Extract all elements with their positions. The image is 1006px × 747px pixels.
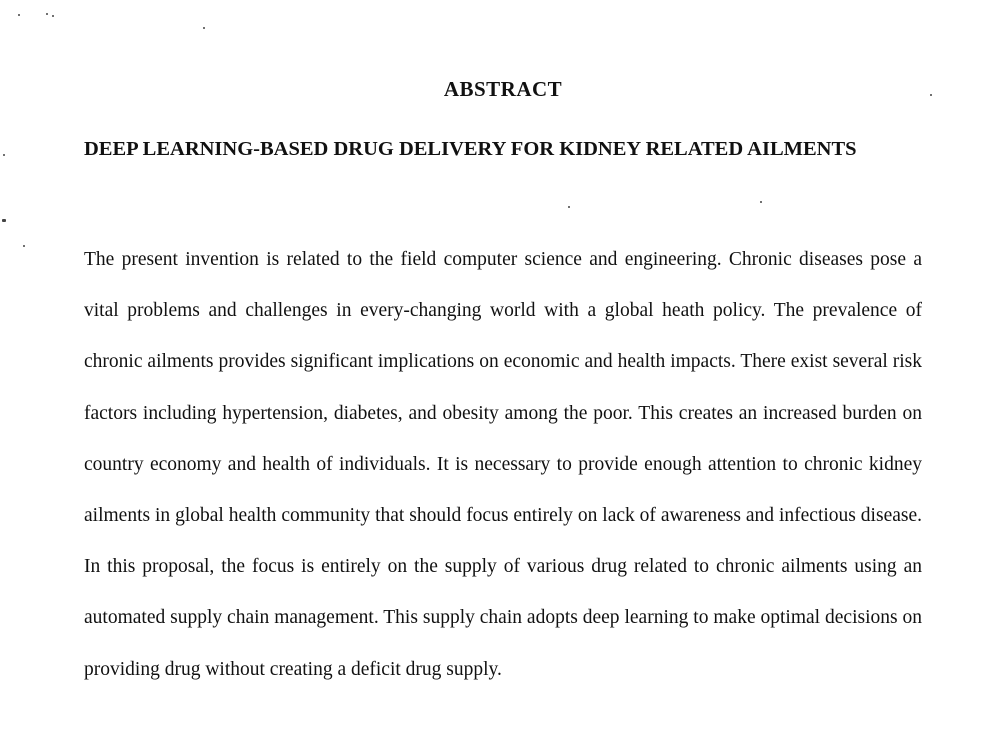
scan-speck bbox=[46, 13, 48, 15]
scan-speck bbox=[568, 206, 570, 208]
document-title: DEEP LEARNING-BASED DRUG DELIVERY FOR KIDNEY RELATED AILMENTS bbox=[84, 138, 857, 160]
scan-speck bbox=[760, 201, 762, 203]
scan-speck bbox=[23, 245, 25, 247]
scan-speck bbox=[3, 154, 5, 156]
abstract-heading: ABSTRACT bbox=[443, 77, 563, 101]
scan-speck bbox=[18, 14, 20, 16]
scan-speck bbox=[52, 15, 54, 17]
abstract-paragraph: The present invention is related to the field computer science and engineering. Chronic diseases pose a vital problems and challenges in every-changing world with a global heath policy. The prevalence of chronic ailments provides significant implications on economic and health impacts. There exist several risk factors including hypertension, diabetes, and obesity among the poor. This creates an increased burden on country economy and health of individuals. It is necessary to provide enough attention to chronic kidney ailments in global health community that should focus entirely on lack of awareness and infectious disease. In this proposal, the focus is entirely on the supply of various drug related to chronic ailments using an automated supply chain management. This supply chain adopts deep learning to make optimal decisions on providing drug without creating a deficit drug supply. bbox=[84, 249, 922, 680]
scan-speck bbox=[203, 27, 205, 29]
scan-speck bbox=[2, 219, 6, 222]
